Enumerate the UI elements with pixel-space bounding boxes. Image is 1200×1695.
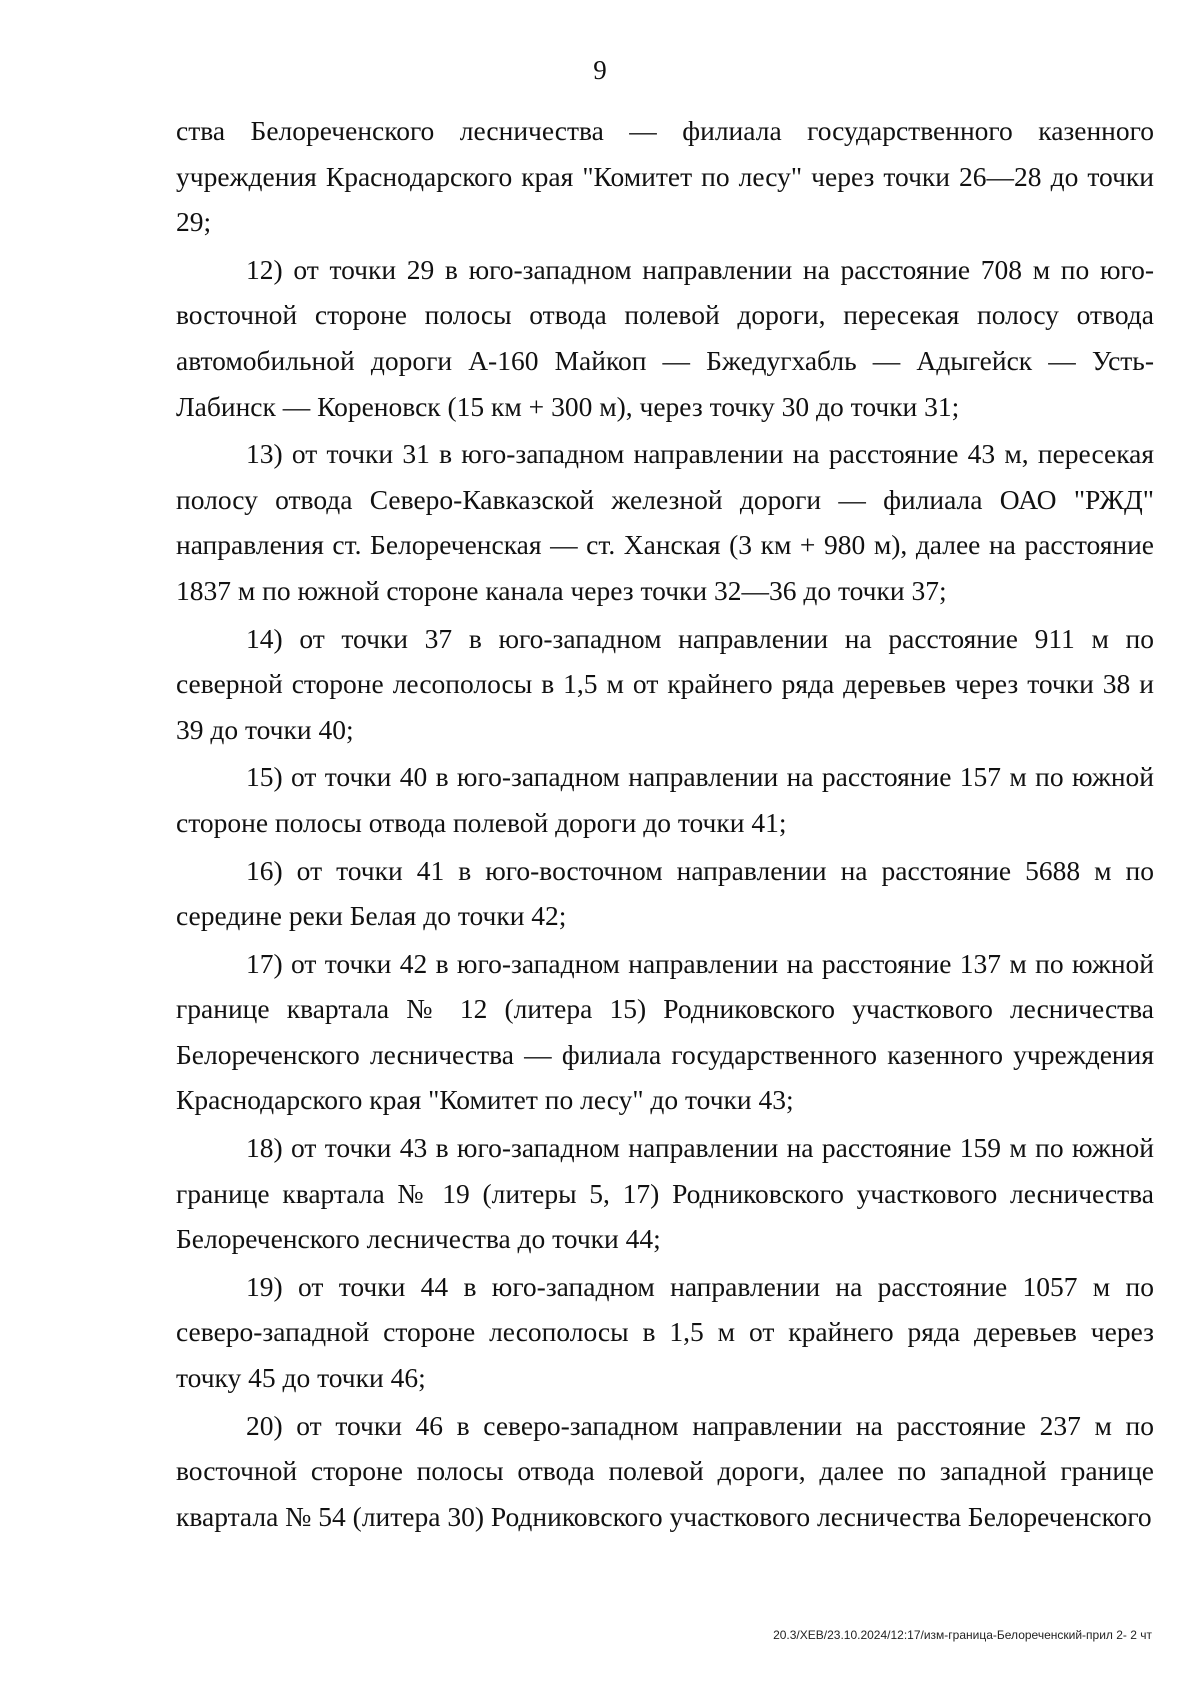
- list-item-17: 17) от точки 42 в юго-западном направлении на расстояние 137 м по южной границе квартала № 12 (литера 15) Родниковского участкового лесничества Белореченского лесничества — филиала государственного казенного учреждения Краснодарского края "Комитет по лесу" до точки 43;: [176, 947, 1154, 1116]
- list-item-19: 19) от точки 44 в юго-западном направлении на расстояние 1057 м по северо-западной стороне лесополосы в 1,5 м от крайнего ряда деревьев через точку 45 до точки 46;: [176, 1270, 1154, 1394]
- page-number: 9: [593, 55, 607, 85]
- document-body: [176, 108, 1154, 1541]
- document-reference-footer: 20.3/ХЕВ/23.10.2024/12:17/изм-граница-Белореченский-прил 2- 2 чт: [773, 1628, 1152, 1642]
- paragraph-continuation: ства Белореченского лесничества — филиала государственного казенного учреждения Краснодарского края "Комитет по лесу" через точки 26—28 до точки 29;: [176, 115, 1154, 238]
- list-item-18: 18) от точки 43 в юго-западном направлении на расстояние 159 м по южной границе квартала № 19 (литеры 5, 17) Родниковского участкового лесничества Белореченского лесничества до точки 44;: [176, 1132, 1154, 1255]
- list-item-14: 14) от точки 37 в юго-западном направлении на расстояние 911 м по северной стороне лесополосы в 1,5 м от крайнего ряда деревьев через точки 38 и 39 до точки 40;: [176, 622, 1154, 745]
- list-item-15: 15) от точки 40 в юго-западном направлении на расстояние 157 м по южной стороне полосы отвода полевой дороги до точки 41;: [176, 761, 1154, 838]
- list-item-13: 13) от точки 31 в юго-западном направлении на расстояние 43 м, пересекая полосу отвода Северо-Кавказской железной дороги — филиала ОАО "РЖД" направления ст. Белореченская — ст. Ханская (3 км + 980 м), далее на расстояние 1837 м по южной стороне канала через точки 32—36 до точки 37;: [176, 438, 1154, 606]
- list-item-16: 16) от точки 41 в юго-восточном направлении на расстояние 5688 м по середине реки Белая до точки 42;: [176, 854, 1154, 932]
- list-item-20: 20) от точки 46 в северо-западном направлении на расстояние 237 м по восточной стороне полосы отвода полевой дороги, далее по западной границе квартала № 54 (литера 30) Родниковского участкового лесничества Белореченского: [176, 1409, 1154, 1532]
- list-item-12: 12) от точки 29 в юго-западном направлении на расстояние 708 м по юго-восточной стороне полосы отвода полевой дороги, пересекая полосу отвода автомобильной дороги А-160 Майкоп — Бжедугхабль — Адыгейск — Усть-Лабинск — Кореновск (15 км + 300 м), через точку 30 до точки 31;: [176, 253, 1154, 422]
